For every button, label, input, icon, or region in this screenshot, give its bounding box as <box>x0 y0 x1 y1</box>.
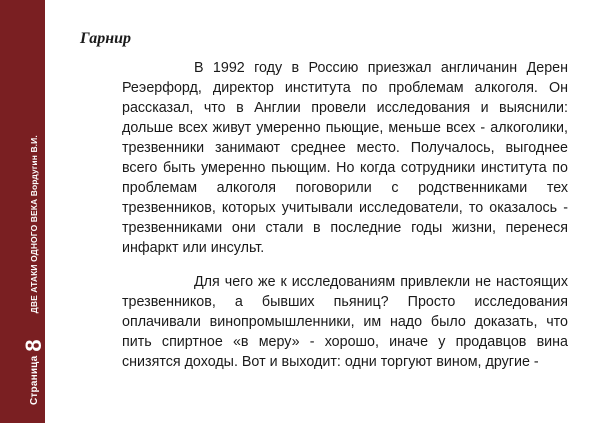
page-label: Страница <box>28 355 40 405</box>
article-body <box>80 30 568 386</box>
side-banner <box>0 0 45 423</box>
side-banner-text <box>22 135 46 405</box>
section-heading: Гарнир <box>80 30 132 47</box>
book-title: ДВЕ АТАКИ ОДНОГО ВЕКА Вордугин В.И. <box>29 135 39 314</box>
paragraph: В 1992 году в Россию приезжал англичанин Дерен Реэерфорд, директор института по проблемам алкоголя. Он рассказал, что в Англии провели исследования и выяснили: дольше всех живут умеренно пьющие, меньше всех - алкоголики, трезвенники занимают среднее место. Получалось, выгоднее всего быть умеренно пьющим. Но когда сотрудники института по проблемам алкоголя поговорили с родственниками тех трезвенников, которых учитывали исследователи, то оказалось - трезвенниками они стали в последние годы жизни, перенеся инфаркт или инсульт. <box>122 60 568 256</box>
page-number: 8 <box>21 339 46 352</box>
paragraph: Для чего же к исследованиям привлекли не настоящих трезвенников, а бывших пьяниц? Просто исследования оплачивали винопромышленники, им надо было доказать, что пить спиртное «в меру» - хорошо, иначе у продавцов вина снизятся доходы. Вот и выходит: одни торгуют вином, другие - <box>122 274 568 370</box>
